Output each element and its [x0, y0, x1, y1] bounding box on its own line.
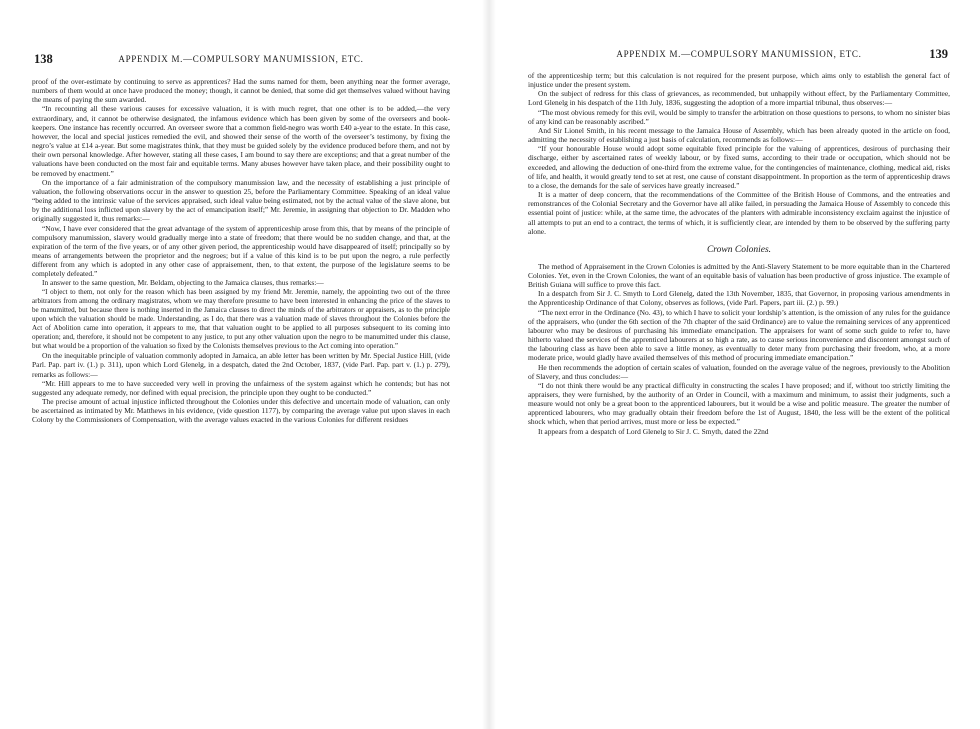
left-paragraph: “In recounting all these various causes for excessive valuation, it is with much regret, that one other is to be added,—the very extraordinary, and, it cannot be otherwise designated, the infamous evidence which has been given by some of the overseers and book-keepers. One instance has recently occurred. An overseer swore that a common field-negro was worth £40 a-year to the estate. In this case, however, the local and special justices remedied the evil, and showed their sense of the worth of the overseer’s testimony, by fixing the negro’s value at £14 a-year. But some magistrates think, that they must be guided solely by the evidence produced before them, and not by their own personal knowledge. After however, stating all these cases, I am bound to say there are exceptions; and that a great number of the valuations have been conducted on the most fair and equitable terms. Many abuses however have taken place, and their possibility ought to be removed by enactment.”: [32, 104, 450, 178]
right-page-number: 139: [929, 47, 948, 61]
right-paragraph: It is a matter of deep concern, that the recommendations of the Committee of the British House of Commons, and the entreaties and remonstrances of the Colonial Secretary and the Governor have all alike failed, in persuading the Jamaica House of Assembly to concede this essential point of justice: while, at the same time, the advocates of the planters with admirable inconsistency exclaim against the injustice of all attempts to put an end to a contract, the terms of which, it is sufficiently clear, are intended by them to be observed by the suffering party alone.: [528, 190, 950, 236]
right-paragraph: On the subject of redress for this class of grievances, as recommended, but unhappily without effect, by the Parliamentary Committee, Lord Glenelg in his despatch of the 11th July, 1836, suggesting the adoption of a more impartial tribunal, thus observes:—: [528, 89, 950, 108]
left-paragraph: proof of the over-estimate by continuing to serve as apprentices? Had the sums named for them, been anything near the former average, numbers of them would at once have produced the money; though, it cannot be denied, that some did get themselves valued without having the means of paying the sum awarded.: [32, 77, 450, 105]
right-paragraph: The method of Appraisement in the Crown Colonies is admitted by the Anti-Slavery Statement to be more equitable than in the Chartered Colonies. Yet, even in the Crown Colonies, the want of an equitable basis of valuation has been productive of gross injustice. The example of British Guiana will suffice to prove this fact.: [528, 261, 950, 290]
book-gutter: [482, 0, 496, 729]
left-running-header: APPENDIX M.—COMPULSORY MANUMISSION, ETC.: [118, 54, 364, 64]
left-page-number: 138: [34, 52, 53, 66]
left-page-body: [32, 77, 450, 425]
left-quote-paragraph: “I object to them, not only for the reason which has been assigned by my friend Mr. Jeremie, namely, the appointing two out of the three arbitrators from among the ordinary magistrates, whom we may therefore presume to have been interested in enhancing the price of the slaves to be manumitted, but because there is nothing inserted in the Jamaica clauses to direct the minds of the arbitrators or appraisers, as to the principle upon which the valuation should be made. Understanding, as I do, that there was a valuation made of slaves throughout the Colonies before the Act of Abolition came into operation, it appears to me, that that valuation ought to be applied to all purposes subsequent to its coming into operation; and, therefore, it should not be competent to any justice, to put any other valuation upon the negro to be manumitted under this clause, but what would be a proportion of the valuation so fixed by the Colonists themselves previous to the Act coming into operation.”: [32, 287, 450, 351]
left-paragraph: On the importance of a fair administration of the compulsory manumission law, and the necessity of establishing a just principle of valuation, the following observations occur in the answer to question 25, before the Parliamentary Committee. Speaking of an ideal value “being added to the intrinsic value of the services appraised, such ideal value being estimated, not by the actual value of the slave alone, but by the additional loss inflicted upon slavery by the act of emancipation itself;” Mr. Jeremie, in assigning that objection to Dr. Madden who originally suggested it, thus remarks:—: [32, 177, 450, 224]
right-paragraph: “The next error in the Ordinance (No. 43), to which I have to solicit your lordship’s attention, is the omission of any rules for the guidance of the appraisers, who (under the 6th section of the 7th chapter of the said Ordinance) are to value the remaining services of any apprenticed labourer who may be desirous of purchasing his immediate emancipation. The appraisers for want of some such guide to refer to, have hitherto valued the services of the apprenticed labourers at so high a rate, as to cause serious inconvenience and discontent amongst such of the labouring class as have been able to save a little money, as eventually to deter many from purchasing their freedom, who, at a more moderate price, would gladly have availed themselves of this method of procuring immediate emancipation.”: [528, 307, 950, 363]
left-page: [32, 0, 450, 729]
left-paragraph: The precise amount of actual injustice inflicted throughout the Colonies under this defective and uncertain mode of valuation, can only be ascertained as intimated by Mr. Matthews in his evidence, (vide question 1177), by comparing the average value put upon slaves in each Colony by the Commissioners of Compensation, with the average values exacted in the various Colonies for different residues: [32, 397, 450, 425]
left-paragraph: “Mr. Hill appears to me to have succeeded very well in proving the unfairness of the system against which he contends; but has not suggested any adequate remedy, nor defined with equal precision, the principle upon they ought to be conducted.”: [32, 378, 450, 397]
left-paragraph: “Now, I have ever considered that the great advantage of the system of apprenticeship arose from this, that by means of the principle of compulsory manumission, slavery would gradually merge into a state of freedom; that there would be no sudden change, and that, at the expiration of the term of the five years, or of any other given period, the apprenticeship would have disappeared of itself; principally so by means of arrangements between the proprietor and the negroes; but if a value of this kind is to be put upon the negro, a rule perfectly different from any which is adopted in any other case of appraisement, then, to that extent, the purpose of the legislature seems to be completely defeated.”: [32, 223, 450, 279]
left-paragraph: In answer to the same question, Mr. Beldam, objecting to the Jamaica clauses, thus remarks:—: [42, 278, 324, 288]
right-paragraph: “The most obvious remedy for this evil, would be simply to transfer the arbitration on those questions to persons, to whom no sinister bias of any kind can be reasonably ascribed.”: [528, 107, 950, 126]
right-page: [528, 0, 950, 729]
left-page-header: [32, 54, 450, 70]
left-paragraph: On the inequitable principle of valuation commonly adopted in Jamaica, an able letter has been written by Mr. Special Justice Hill, (vide Parl. Pap. part iv. (1.) p. 311), upon which Lord Glenelg, in a despatch, dated the 2nd October, 1837, (vide Parl. Pap. part v. (1.) p. 279), remarks as follows:—: [32, 351, 450, 379]
right-paragraph: “If your honourable House would adopt some equitable fixed principle for the valuing of apprentices, desirous of purchasing their discharge, either by ascertained rates of weekly labour, or by fixed sums, according to their trade or occupation, which should not be exceeded, and allowing the deduction of one-third from the extreme value, for the contingencies of maintenance, clothing, medical aid, risks of life, and health, it would greatly tend to set at rest, one cause of constant disappointment. In proportion as the term of apprenticeship draws to a close, the demands for the sale of services have greatly increased.”: [528, 144, 950, 190]
right-page-header: [528, 49, 950, 65]
section-heading-crown-colonies: Crown Colonies.: [706, 244, 772, 255]
right-page-body: [528, 71, 950, 436]
right-paragraph: of the apprenticeship term; but this calculation is not required for the present purpose, which aims only to establish the general fact of injustice under the present system.: [528, 71, 950, 90]
right-paragraph: In a despatch from Sir J. C. Smyth to Lord Glenelg, dated the 13th November, 1835, that Governor, in proposing various amendments in the Apprenticeship Ordinance of that Colony, observes as follows, (vide Parl. Papers, part iii. (2.) p. 99.): [528, 289, 950, 308]
right-paragraph: It appears from a despatch of Lord Glenelg to Sir J. C. Smyth, dated the 22nd: [538, 426, 769, 436]
right-paragraph: And Sir Lionel Smith, in his recent message to the Jamaica House of Assembly, which has been already quoted in the article on food, admitting the necessity of establishing a just basis of calculation, recommends as follows:—: [528, 125, 950, 145]
right-running-header: APPENDIX M.—COMPULSORY MANUMISSION, ETC.: [616, 49, 862, 59]
right-paragraph: He then recommends the adoption of certain scales of valuation, founded on the average value of the negroes, previously to the Abolition of Slavery, and thus concludes:—: [528, 362, 950, 381]
right-paragraph: “I do not think there would be any practical difficulty in constructing the scales I have proposed; and if, without too strictly limiting the appraisers, they were furnished, by the authority of an Order in Council, with a maximum and minimum, to assist their judgments, such a measure would not only be a great boon to the apprenticed labourers, but it would be a wise and politic measure. The greater the number of apprenticed labourers, who may gradually obtain their freedom before the 1st of August, 1840, the less will be the extent of the political shock which, when that period arrives, must more or less be expected.”: [528, 380, 950, 427]
